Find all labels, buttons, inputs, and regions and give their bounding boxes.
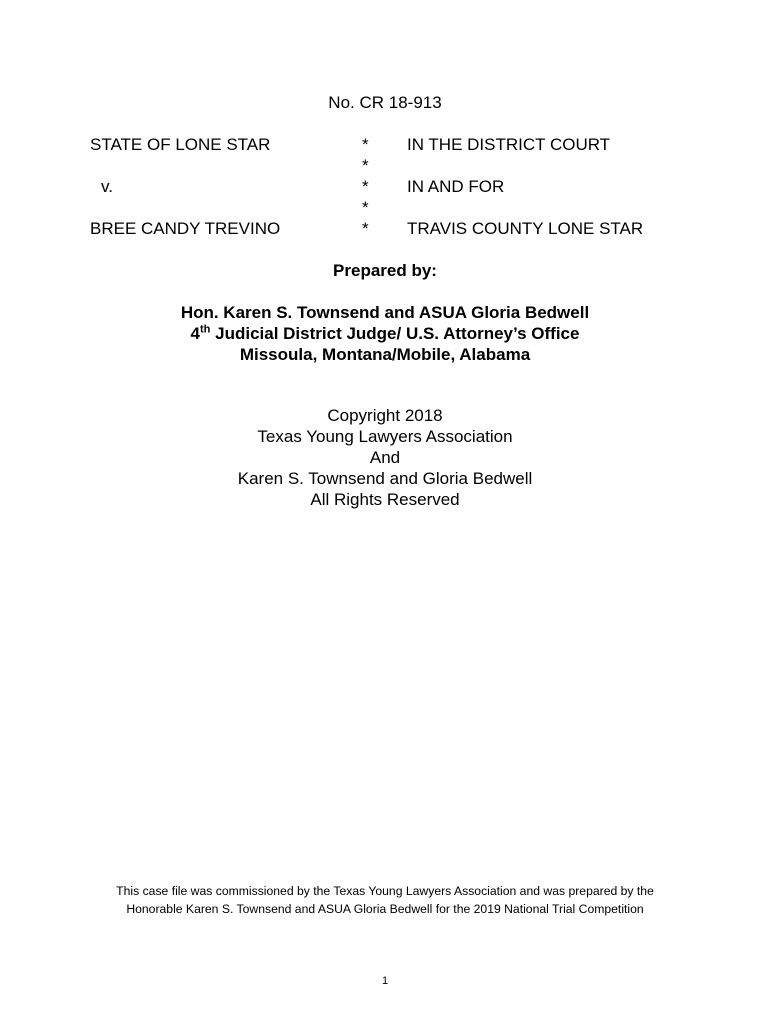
caption-star: * — [362, 198, 369, 217]
page-number: 1 — [381, 975, 389, 987]
preparer-names: Hon. Karen S. Townsend and ASUA Gloria Bedwell — [180, 303, 590, 322]
copyright-authors: Karen S. Townsend and Gloria Bedwell — [237, 469, 533, 488]
caption-court: IN THE DISTRICT COURT — [407, 135, 611, 154]
caption-plaintiff: STATE OF LONE STAR — [90, 135, 271, 154]
caption-star: * — [362, 219, 369, 238]
preparer-block — [0, 302, 770, 365]
footer-line: Honorable Karen S. Townsend and ASUA Gloria Bedwell for the 2019 National Trial Competition — [126, 902, 644, 916]
case-number: No. CR 18-913 — [328, 93, 442, 112]
caption-star: * — [362, 177, 369, 196]
preparer-locations: Missoula, Montana/Mobile, Alabama — [239, 345, 531, 364]
caption-star: * — [362, 156, 369, 175]
caption-in-and-for: IN AND FOR — [407, 177, 505, 196]
footer-line: This case file was commissioned by the Texas Young Lawyers Association and was prepared by the — [116, 884, 654, 898]
prepared-by-label: Prepared by: — [333, 261, 437, 280]
rights-reserved: All Rights Reserved — [310, 490, 460, 509]
copyright-year: Copyright 2018 — [327, 406, 443, 425]
copyright-and: And — [369, 448, 401, 467]
caption-defendant: BREE CANDY TREVINO — [90, 219, 281, 238]
copyright-block — [0, 405, 770, 510]
caption-versus: v. — [101, 177, 113, 196]
copyright-holder: Texas Young Lawyers Association — [257, 427, 513, 446]
caption-county: TRAVIS COUNTY LONE STAR — [407, 219, 644, 238]
caption-star: * — [362, 135, 369, 154]
preparer-titles: 4th Judicial District Judge/ U.S. Attorney’s Office — [190, 323, 580, 343]
footer-note — [0, 882, 770, 918]
